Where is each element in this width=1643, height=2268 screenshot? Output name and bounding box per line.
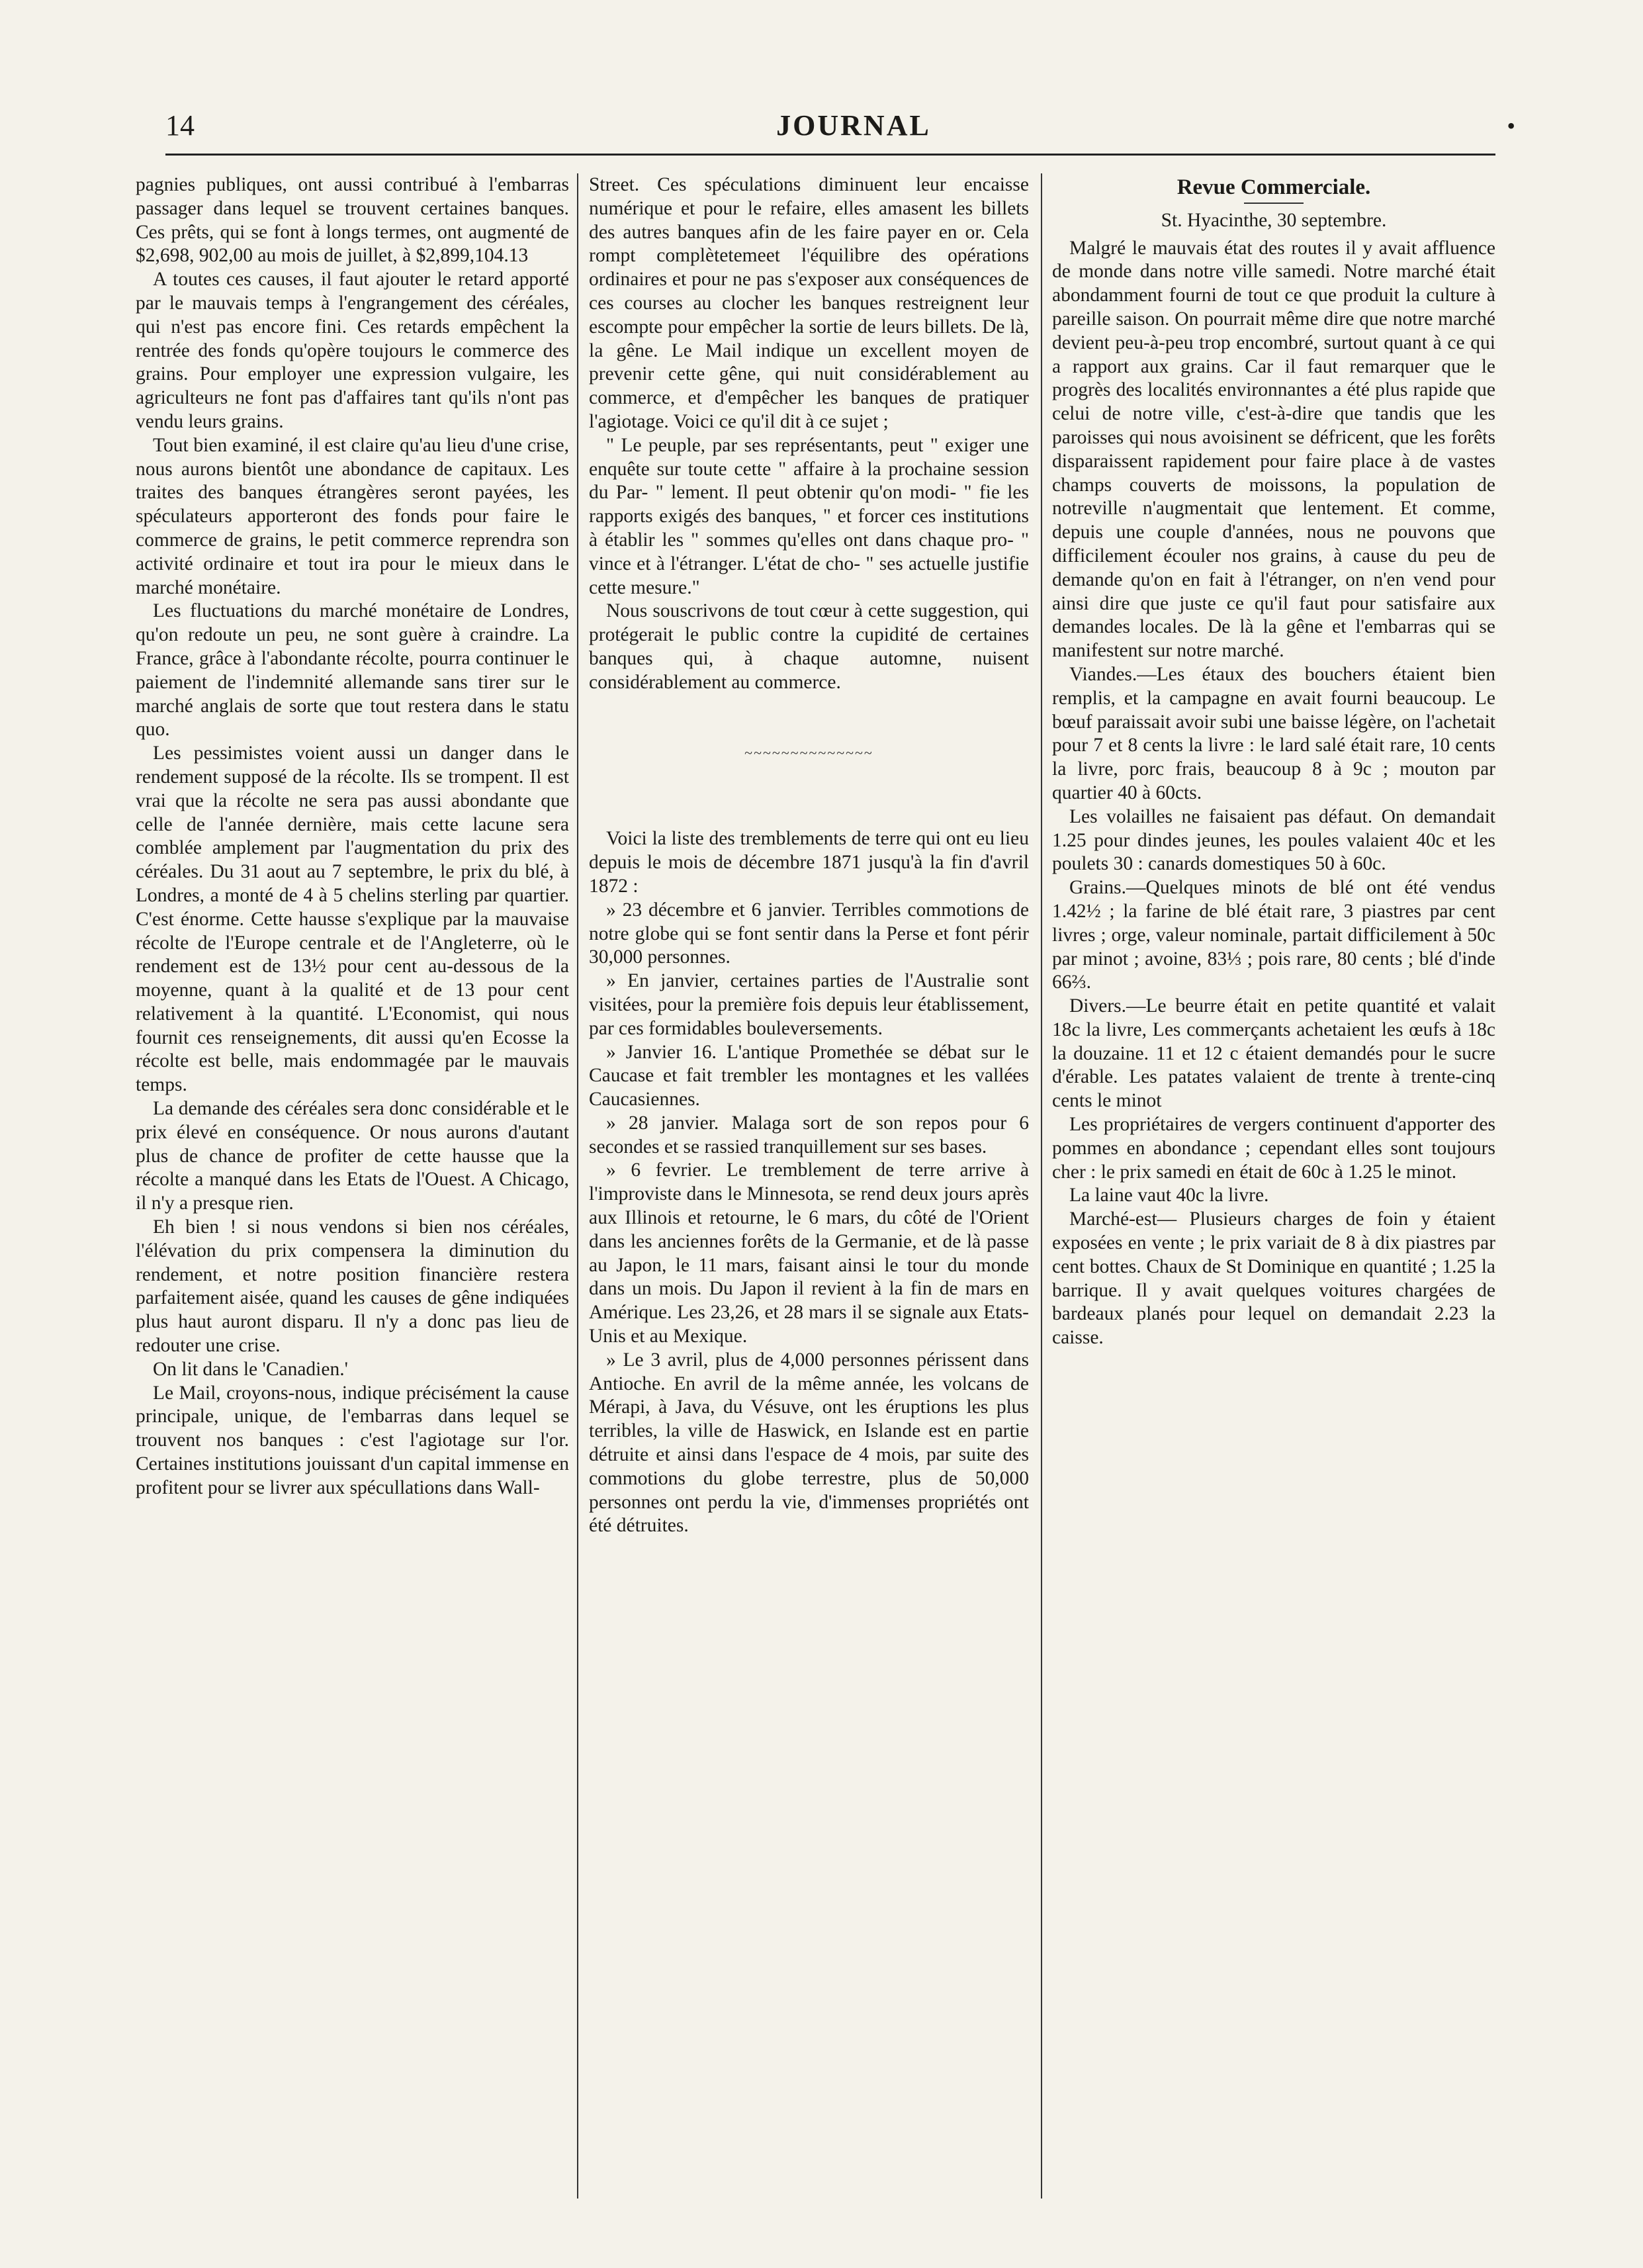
column-rule-right <box>1041 173 1042 2199</box>
column-2 <box>589 173 1029 2192</box>
paragraph: Les pessimistes voient aussi un danger dans le rendement supposé de la récolte. Ils se trompent. Il est vrai que la récolte ne sera pas aussi abondante que celle de l'année dernière, mais cette lacune sera comblée amplement par l'augmentation du prix des céréales. Du 31 aout au 7 septembre, le prix du blé, à Londres, a monté de 4 à 5 chelins sterling par quartier. C'est énorme. Cette hausse s'explique par la mauvaise récolte de l'Europe centrale et de l'Angleterre, où le rendement est de 13½ pour cent au-dessous de la moyenne, quant à la qualité et de 13 pour cent relativement à la quantité. L'Economist, qui nous fournit ces renseignements, dit aussi qu'en Ecosse la récolte est belle, mais endommagée par le mauvais temps. <box>136 743 569 1096</box>
quotation: " Le peuple, par ses représentants, peut " exiger une enquête sur toute cette " affaire à la prochaine session du Par- " lement. Il peut obtenir qu'on modi- " fie les rapports exigés des banques, " et forcer ces institutions à établir les " sommes qu'elles ont dans chaque pro- " vince et à l'étranger. L'état de cho- " ses actuelle justifie cette mesure." <box>589 434 1029 598</box>
list-item: » En janvier, certaines parties de l'Australie sont visitées, pour la première fois depuis leur établissement, par ces formidables bouleversements. <box>589 970 1029 1039</box>
page-header <box>165 106 1515 152</box>
list-item: » 28 janvier. Malaga sort de son repos pour 6 secondes et se rassied tranquillement sur ses bases. <box>589 1112 1029 1157</box>
paragraph: Les fluctuations du marché monétaire de Londres, qu'on redoute un peu, ne sont guère à craindre. La France, grâce à l'abondante récolte, pourra continuer le paiement de l'indemnité allemande sans tirer sur le marché anglais de sorte que tout restera dans le statu quo. <box>136 600 569 741</box>
paragraph: Grains.—Quelques minots de blé ont été vendus 1.42½ ; la farine de blé était rare, 3 piastres par cent livres ; orge, valeur nominale, partait difficilement à 50c par minot ; avoine, 83⅓ ; pois rare, 80 cents ; blé d'inde 66⅔. <box>1052 877 1495 993</box>
paragraph: Street. Ces spéculations diminuent leur encaisse numérique et pour le refaire, elles amasent les billets des autres banques afin de les faire payer en or. Cela rompt complètetemeet l'équilibre des opérations ordinaires et pour ne pas s'exposer aux conséquences de ces courses au clocher les banques restreignent leur escompte pour empêcher la sortie de leurs billets. De là, la gêne. Le Mail indique un excellent moyen de prevenir cette gêne, qui nuit considérablement au commerce, et d'empêcher les banques de pratiquer l'agiotage. Voici ce qu'il dit à ce sujet ; <box>589 174 1029 432</box>
title-rule <box>1244 203 1304 204</box>
paragraph: pagnies publiques, ont aussi contribué à l'embarras passager dans lequel se trouvent certaines banques. Ces prêts, qui se font à longs termes, ont augmenté de $2,698, 902,00 au mois de juillet, à $2,899,104.13 <box>136 174 569 267</box>
section-title: Revue Commerciale. <box>1177 175 1371 199</box>
list-item: » 23 décembre et 6 janvier. Terribles commotions de notre globe qui se font sentir dans la Perse et font périr 30,000 personnes. <box>589 899 1029 968</box>
paragraph: Marché-est— Plusieurs charges de foin y étaient exposées en vente ; le prix variait de 8 à dix piastres par cent bottes. Chaux de St Dominique en quantité ; 1.25 la barrique. Il y avait quelques voitures chargées de bardeaux planés pour lequel on demandait 2.23 la caisse. <box>1052 1208 1495 1349</box>
list-item: » 6 fevrier. Le tremblement de terre arrive à l'improviste dans le Minnesota, se rend deux jours après aux Illinois et retourne, le 6 mars, du côté de l'Orient dans les anciennes forêts de la Germanie, et de là passe au Japon, le 11 mars, faisant ainsi le tour du monde dans un mois. Du Japon il revient à la fin de mars en Amérique. Les 23,26, et 28 mars il se signale aux Etats-Unis et au Mexique. <box>589 1159 1029 1347</box>
list-item: » Le 3 avril, plus de 4,000 personnes périssent dans Antioche. En avril de la même année, les volcans de Mérapi, à Java, du Vésuve, ont les éruptions les plus terribles, la ville de Haswick, en Islande est en partie détruite et ainsi dans l'espace de 4 mois, par suite des commotions du globe terrestre, plus de 50,000 personnes ont perdu la vie, d'immenses propriétés ont été détruites. <box>589 1349 1029 1537</box>
running-title: JOURNAL <box>776 109 931 142</box>
paragraph: Les propriétaires de vergers continuent d'apporter des pommes en abondance ; cependant elles sont toujours cher : le prix samedi en était de 60c à 1.25 le minot. <box>1052 1114 1495 1183</box>
page-number: 14 <box>165 109 195 142</box>
paragraph: Le Mail, croyons-nous, indique précisément la cause principale, unique, de l'embarras dans lequel se trouvent nos banques : c'est l'agiotage sur l'or. Certaines institutions jouissant d'un capital immense en profitent pour se livrer aux spécullations dans Wall- <box>136 1382 569 1498</box>
paragraph: Viandes.—Les étaux des bouchers étaient bien remplis, et la campagne en avait fourni beaucoup. Le bœuf paraissait avoir subi une baisse légère, on l'achetait pour 7 et 8 cents la livre : le lard salé était rare, 10 cents la livre, porc frais, beaucoup 8 à 9c ; mouton par quartier 40 à 60cts. <box>1052 663 1495 803</box>
paragraph: La demande des céréales sera donc considérable et le prix élevé en conséquence. Or nous aurons d'autant plus de chance de profiter de cette hausse que la récolte a manqué dans les Etats de l'Ouest. A Chicago, il n'y a presque rien. <box>136 1098 569 1214</box>
column-rule-left <box>577 173 578 2199</box>
paragraph: Malgré le mauvais état des routes il y avait affluence de monde dans notre ville samedi. Notre marché était abondamment fourni de tout ce que produit la culture à pareille saison. On pourrait même dire que notre marché devient peu-à-peu trop encombré, surtout quant à ce qui a rapport aux grains. Car il faut remarquer que le progrès des localités environnantes a été plus rapide que celui de notre ville, c'est-à-dire que tandis que les paroisses qui nous avoisinent se défricent, que les forêts disparaissent rapidement pour faire place à de vastes champs couverts de moissons, la population de notreville n'augmentait que lentement. Et comme, depuis une couple d'années, nous ne pouvons que difficilement écouler nos grains, à cause du peu de demande qu'on en fait à l'étranger, on n'en vend pour ainsi dire que juste ce qu'il faut pour satisfaire aux demandes locales. De là la gêne et l'embarras qui se manifestent sur notre marché. <box>1052 237 1495 662</box>
paragraph: A toutes ces causes, il faut ajouter le retard apporté par le mauvais temps à l'engrangement des céréales, qui n'est pas encore fini. Ces retards empêchent la rentrée des fonds qu'opère toujours le commerce des grains. Pour employer une expression vulgaire, les agriculteurs ne font pas d'affaires tant qu'ils n'ont pas vendu leurs grains. <box>136 269 569 432</box>
paragraph: Voici la liste des tremblements de terre qui ont eu lieu depuis le mois de décembre 1871 jusqu'à la fin d'avril 1872 : <box>589 828 1029 897</box>
paragraph: Divers.—Le beurre était en petite quantité et valait 18c la livre, Les commerçants achetaient les œufs à 18c la douzaine. 11 et 12 c étaient demandés pour le sucre d'érable. Les patates valaient de trente à trente-cinq cents le minot <box>1052 995 1495 1112</box>
header-rule <box>165 154 1495 156</box>
section-ornament: ~~~~~~~~~~~~~~ <box>744 744 873 761</box>
paragraph: Tout bien examiné, il est claire qu'au lieu d'une crise, nous aurons bientôt une abondance de capitaux. Les traites des banques étrangères seront payées, les spéculateurs apporteront des fonds pour faire le commerce de grains, le petit commerce reprendra son activité ordinaire et tout ira pour le mieux dans le marché monétaire. <box>136 434 569 598</box>
list-item: » Janvier 16. L'antique Promethée se débat sur le Caucase et fait trembler les montagnes et les vallées Caucasiennes. <box>589 1041 1029 1111</box>
paragraph: Eh bien ! si nous vendons si bien nos céréales, l'élévation du prix compensera la diminution du rendement, et notre position financière restera parfaitement aisée, quand les causes de gêne indiquées plus haut auront disparu. Il n'y a donc pas lieu de redouter une crise. <box>136 1216 569 1357</box>
column-3 <box>1052 173 1495 2192</box>
paragraph: Les volailles ne faisaient pas défaut. On demandait 1.25 pour dindes jeunes, les poules valaient 40c et les poulets 30 : canards domestiques 50 à 60c. <box>1052 805 1495 875</box>
dateline: St. Hyacinthe, 30 septembre. <box>1161 209 1387 231</box>
paragraph: La laine vaut 40c la livre. <box>1069 1185 1269 1206</box>
column-1 <box>136 173 569 2192</box>
paragraph: Nous souscrivons de tout cœur à cette suggestion, qui protégerait le public contre la cupidité de certaines banques qui, à chaque automne, nuisent considérablement au commerce. <box>589 600 1029 693</box>
corner-mark: • <box>1507 113 1515 139</box>
paragraph: On lit dans le 'Canadien.' <box>153 1358 348 1380</box>
